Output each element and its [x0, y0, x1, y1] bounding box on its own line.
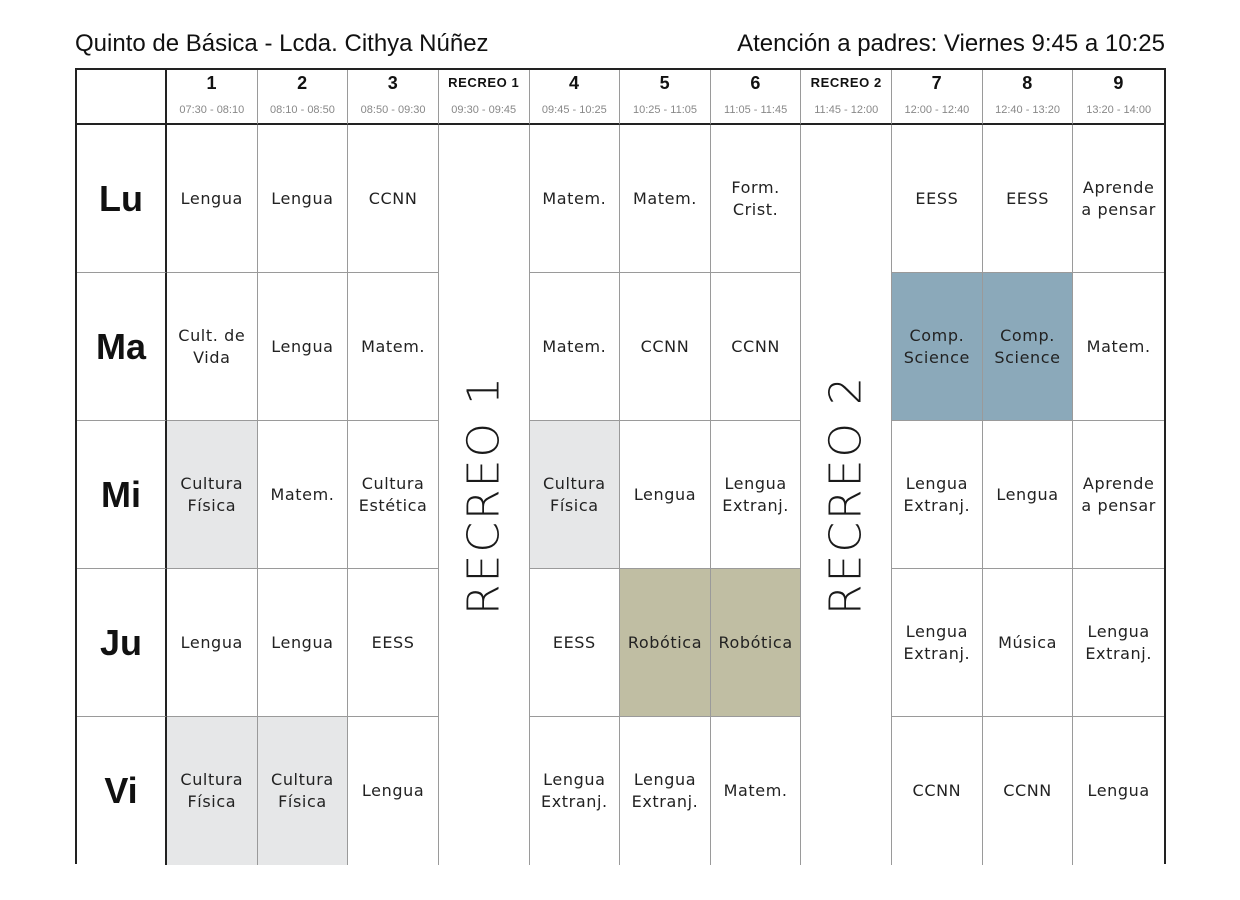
- lesson-cell: Matem.: [711, 717, 802, 865]
- period-time: 08:50 - 09:30: [360, 103, 426, 116]
- period-number: 5: [659, 72, 671, 93]
- lesson-cell: Matem.: [530, 125, 621, 273]
- lesson-cell: Aprende a pensar: [1073, 421, 1164, 569]
- lesson-cell: Lengua Extranj.: [620, 717, 711, 865]
- day-label-ma: Ma: [77, 273, 167, 421]
- lesson-cell: Comp. Science: [892, 273, 983, 421]
- period-header: [1073, 70, 1164, 125]
- period-number: 8: [1022, 72, 1033, 93]
- recess-header: [439, 70, 530, 125]
- period-time: 07:30 - 08:10: [179, 103, 245, 116]
- recess-column: [439, 125, 530, 865]
- lesson-cell: Lengua Extranj.: [1073, 569, 1164, 717]
- lesson-cell: Lengua Extranj.: [892, 421, 983, 569]
- day-label-ju: Ju: [77, 569, 167, 717]
- period-number: RECREO 2: [810, 74, 882, 90]
- lesson-cell: Robótica: [620, 569, 711, 717]
- period-time: 12:00 - 12:40: [904, 103, 970, 116]
- day-label-vi: Vi: [77, 717, 167, 865]
- recess-column: [801, 125, 892, 865]
- office-hours: Atención a padres: Viernes 9:45 a 10:25: [737, 30, 1165, 57]
- lesson-cell: Form. Crist.: [711, 125, 802, 273]
- lesson-cell: Matem.: [258, 421, 349, 569]
- period-time: 10:25 - 11:05: [632, 103, 697, 116]
- lesson-cell: Cultura Estética: [348, 421, 439, 569]
- lesson-cell: Comp. Science: [983, 273, 1074, 421]
- lesson-cell: Matem.: [620, 125, 711, 273]
- lesson-cell: Música: [983, 569, 1074, 717]
- lesson-cell: Lengua: [258, 125, 349, 273]
- day-label-mi: Mi: [77, 421, 167, 569]
- period-header: [348, 70, 439, 125]
- period-header: [167, 70, 258, 125]
- lesson-cell: CCNN: [348, 125, 439, 273]
- lesson-cell: Lengua: [620, 421, 711, 569]
- lesson-cell: Aprende a pensar: [1073, 125, 1164, 273]
- lesson-cell: Cultura Física: [530, 421, 621, 569]
- lesson-cell: Cultura Física: [258, 717, 349, 865]
- period-time: 08:10 - 08:50: [270, 103, 335, 116]
- lesson-cell: Lengua: [348, 717, 439, 865]
- lesson-cell: Matem.: [530, 273, 621, 421]
- lesson-cell: CCNN: [711, 273, 802, 421]
- corner-cell: [77, 70, 167, 125]
- lesson-cell: CCNN: [620, 273, 711, 421]
- period-time: 11:05 - 11:45: [724, 103, 788, 116]
- lesson-cell: Lengua Extranj.: [892, 569, 983, 717]
- period-number: 4: [569, 72, 580, 93]
- lesson-cell: Lengua: [167, 569, 258, 717]
- page-title: Quinto de Básica - Lcda. Cithya Núñez: [75, 30, 489, 57]
- period-number: 3: [387, 72, 399, 93]
- period-header: [711, 70, 802, 125]
- lesson-cell: EESS: [892, 125, 983, 273]
- period-time: 13:20 - 14:00: [1086, 103, 1152, 116]
- lesson-cell: Lengua Extranj.: [711, 421, 802, 569]
- recess-label: RECREO 1: [458, 374, 510, 616]
- lesson-cell: EESS: [530, 569, 621, 717]
- lesson-cell: Matem.: [1073, 273, 1164, 421]
- period-header: [530, 70, 621, 125]
- lesson-cell: Lengua: [983, 421, 1074, 569]
- lesson-cell: Cult. de Vida: [167, 273, 258, 421]
- lesson-cell: Lengua: [258, 273, 349, 421]
- lesson-cell: CCNN: [892, 717, 983, 865]
- period-header: [258, 70, 349, 125]
- recess-header: [801, 70, 892, 125]
- lesson-cell: Lengua: [258, 569, 349, 717]
- period-time: 11:45 - 12:00: [814, 103, 879, 116]
- period-number: 9: [1113, 72, 1124, 93]
- lesson-cell: Lengua Extranj.: [530, 717, 621, 865]
- period-time: 09:30 - 09:45: [451, 103, 517, 116]
- period-header: [983, 70, 1074, 125]
- period-number: 6: [750, 72, 761, 93]
- period-number: 7: [931, 72, 943, 93]
- period-number: 1: [206, 72, 218, 93]
- lesson-cell: Cultura Física: [167, 717, 258, 865]
- lesson-cell: EESS: [983, 125, 1074, 273]
- lesson-cell: Lengua: [167, 125, 258, 273]
- period-number: RECREO 1: [448, 74, 520, 90]
- timetable-grid: [75, 68, 1166, 864]
- day-label-lu: Lu: [77, 125, 167, 273]
- period-number: 2: [297, 72, 308, 93]
- period-header: [892, 70, 983, 125]
- lesson-cell: CCNN: [983, 717, 1074, 865]
- lesson-cell: Lengua: [1073, 717, 1164, 865]
- lesson-cell: Cultura Física: [167, 421, 258, 569]
- period-header: [620, 70, 711, 125]
- lesson-cell: EESS: [348, 569, 439, 717]
- lesson-cell: Matem.: [348, 273, 439, 421]
- lesson-cell: Robótica: [711, 569, 802, 717]
- recess-label: RECREO 2: [820, 374, 872, 616]
- period-time: 09:45 - 10:25: [541, 103, 607, 116]
- period-time: 12:40 - 13:20: [995, 103, 1060, 116]
